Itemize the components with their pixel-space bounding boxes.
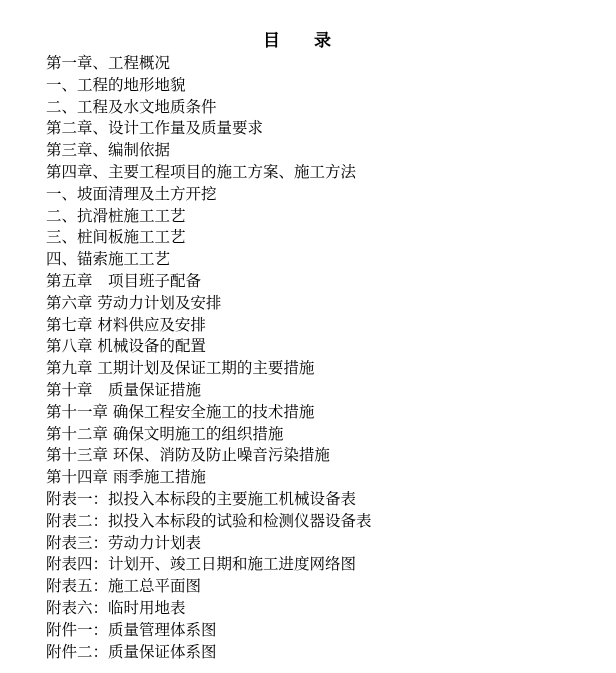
toc-list <box>46 53 372 663</box>
toc-entry: 第十二章 确保文明施工的组织措施 <box>46 424 284 443</box>
toc-entry: 第六章 劳动力计划及安排 <box>46 293 222 312</box>
toc-entry: 附件一：质量管理体系图 <box>46 620 217 639</box>
toc-entry: 第九章 工期计划及保证工期的主要措施 <box>46 359 315 378</box>
toc-entry: 二、工程及水文地质条件 <box>46 97 217 116</box>
toc-entry: 三、桩间板施工工艺 <box>46 228 186 247</box>
toc-entry: 附表三：劳动力计划表 <box>46 533 202 552</box>
toc-entry: 第四章、主要工程项目的施工方案、施工方法 <box>46 162 357 181</box>
toc-entry: 附表五：施工总平面图 <box>46 577 202 596</box>
toc-entry: 一、坡面清理及土方开挖 <box>46 184 217 203</box>
toc-entry: 二、抗滑桩施工工艺 <box>46 206 186 225</box>
toc-entry: 第十三章 环保、消防及防止噪音污染措施 <box>46 446 330 465</box>
toc-entry: 四、锚索施工工艺 <box>46 250 171 269</box>
toc-entry: 附表四：计划开、竣工日期和施工进度网络图 <box>46 555 357 574</box>
toc-entry: 附件二：质量保证体系图 <box>46 642 217 661</box>
toc-entry: 第三章、编制依据 <box>46 141 171 160</box>
toc-entry: 第十四章 雨季施工措施 <box>46 468 206 487</box>
toc-entry: 第十章 质量保证措施 <box>46 380 202 399</box>
toc-entry: 第五章 项目班子配备 <box>46 271 202 290</box>
toc-title: 目 录 <box>263 31 331 51</box>
toc-entry: 附表六：临时用地表 <box>46 598 186 617</box>
toc-entry: 第八章 机械设备的配置 <box>46 337 206 356</box>
toc-entry: 一、工程的地形地貌 <box>46 75 186 94</box>
toc-entry: 附表一：拟投入本标段的主要施工机械设备表 <box>46 489 357 508</box>
toc-entry: 第十一章 确保工程安全施工的技术措施 <box>46 402 315 421</box>
toc-entry: 附表二：拟投入本标段的试验和检测仪器设备表 <box>46 511 372 530</box>
toc-entry: 第一章、工程概况 <box>46 54 171 72</box>
toc-entry: 第七章 材料供应及安排 <box>46 315 206 334</box>
toc-entry: 第二章、设计工作量及质量要求 <box>46 119 264 138</box>
